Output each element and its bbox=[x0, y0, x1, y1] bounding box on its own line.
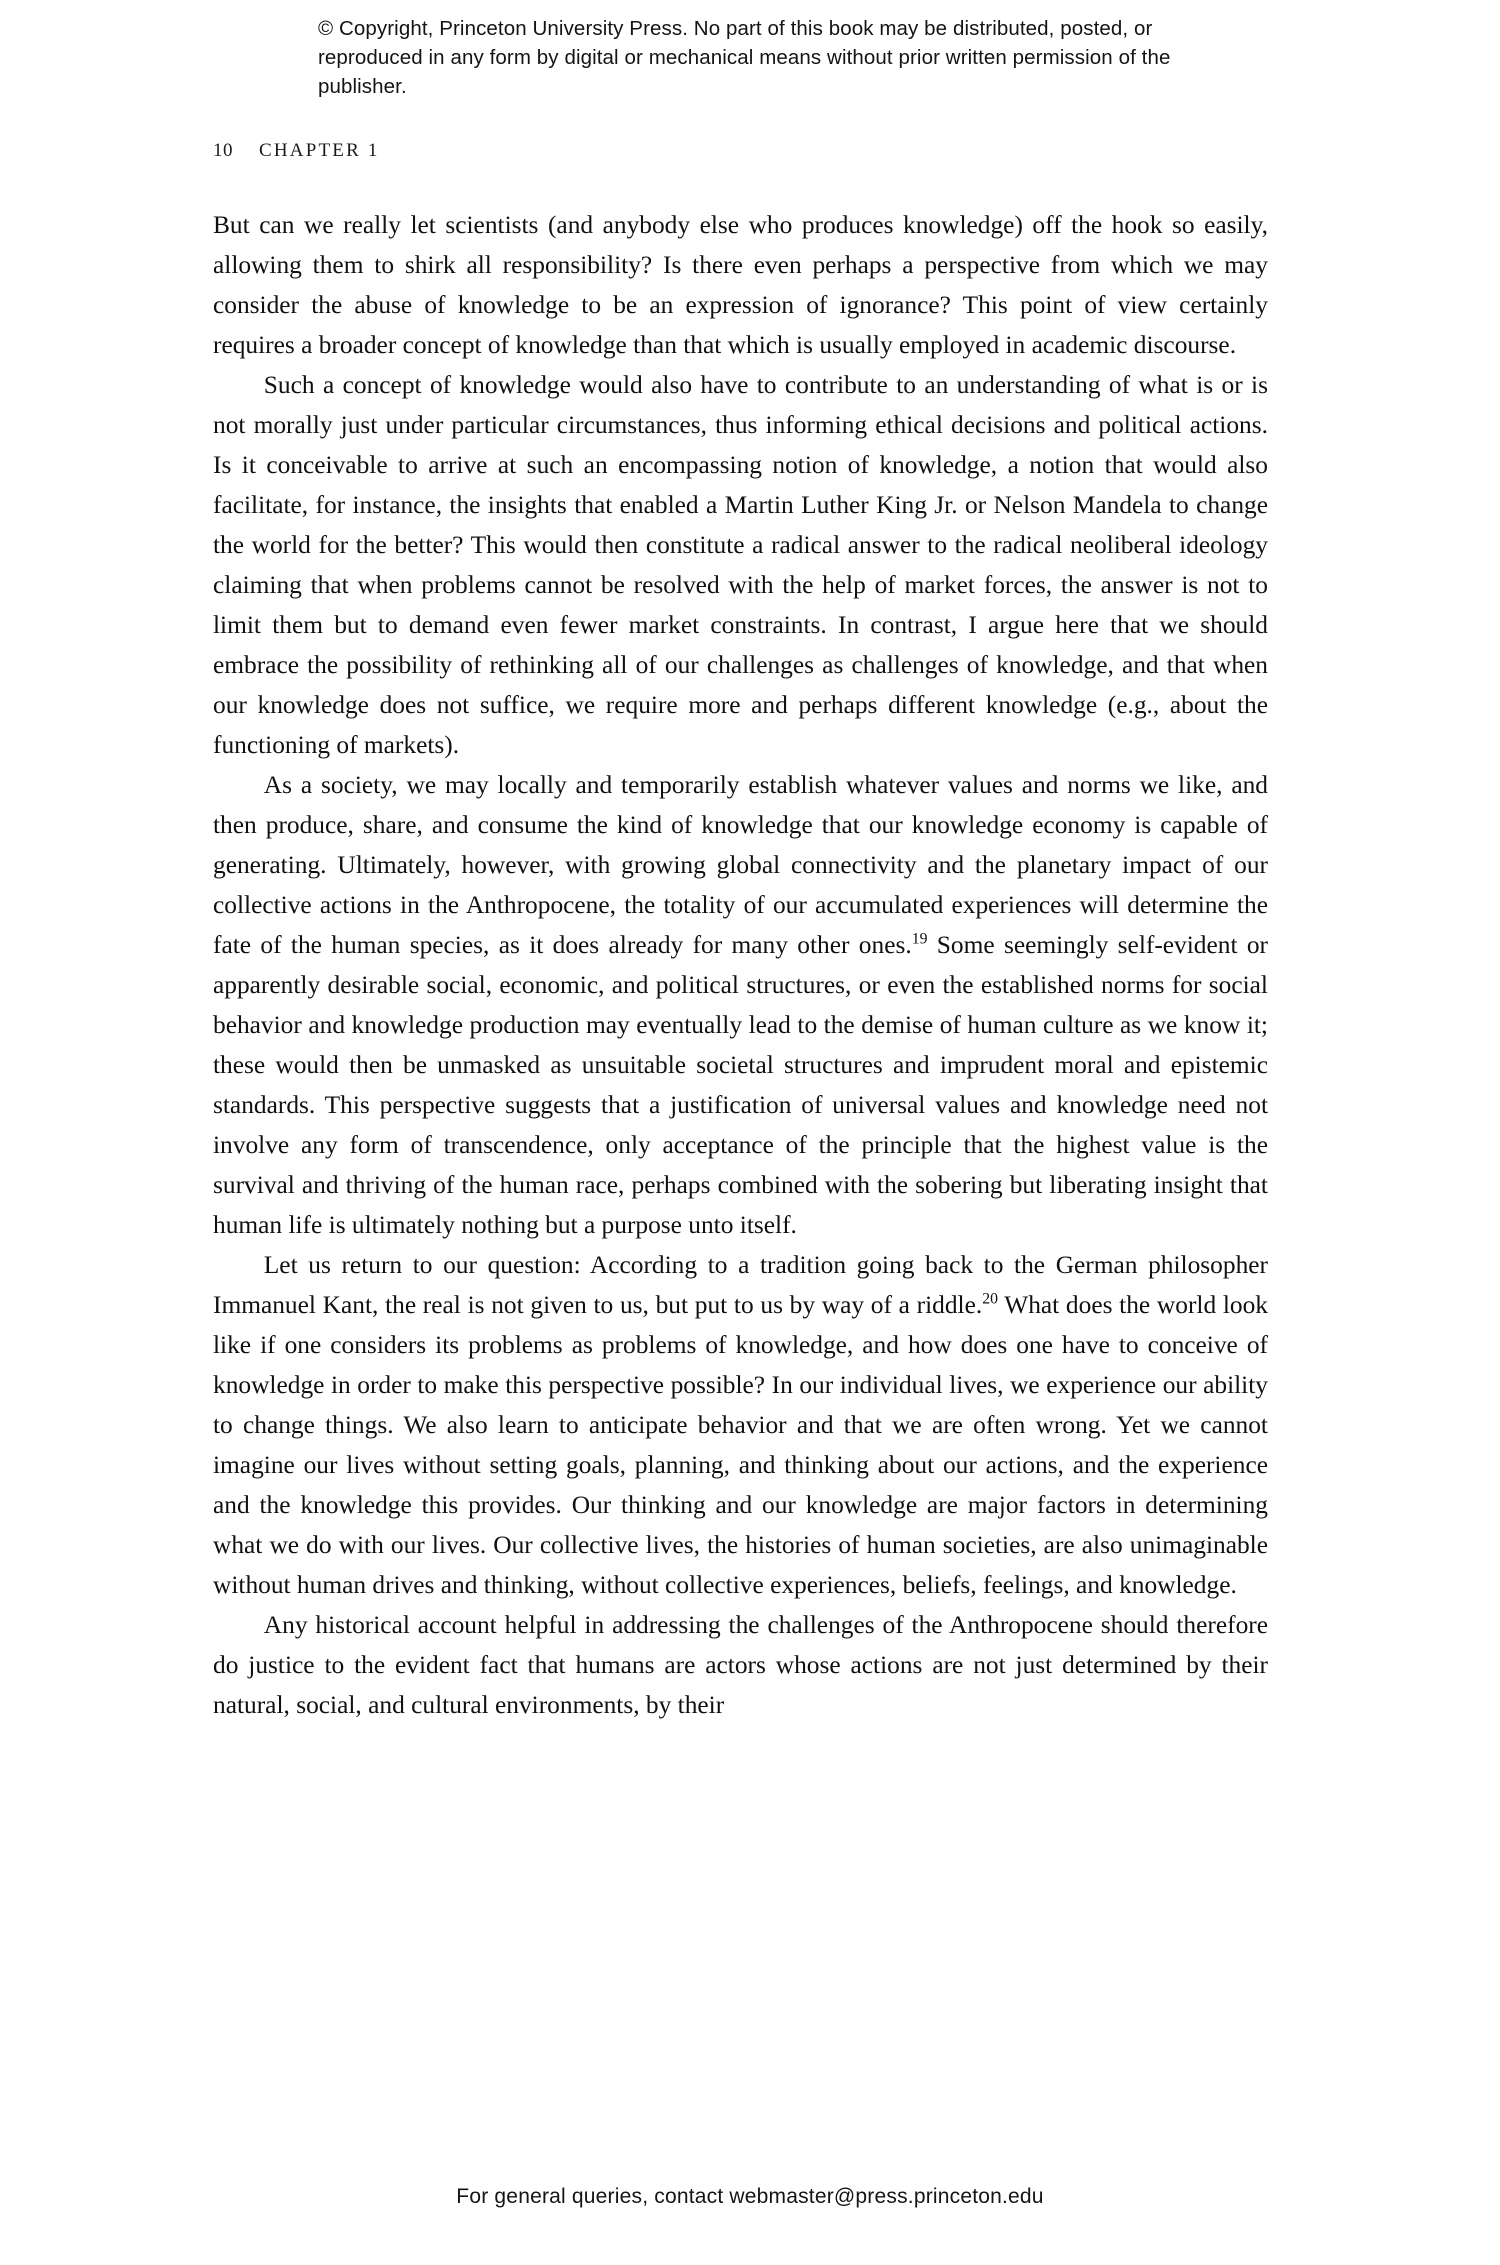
paragraph-1: But can we really let scientists (and anybody else who produces knowledge) off the hook so easily, allowing them to shirk all responsibility? Is there even perhaps a perspective from which we may consider the abuse of knowledge to be an expression of ignorance? This point of view certainly requires a broader concept of knowledge than that which is usually employed in academic discourse. bbox=[213, 211, 1268, 359]
footnote-marker-19: 19 bbox=[911, 930, 928, 948]
page-footer: For general queries, contact webmaster@press.princeton.edu bbox=[456, 2185, 1044, 2208]
copyright-notice: © Copyright, Princeton University Press. No part of this book may be distributed, posted, or reproduced in any form by digital or mechanical means without prior written permission of the publisher. bbox=[318, 17, 1171, 99]
footnote-marker-20: 20 bbox=[982, 1290, 998, 1308]
running-head bbox=[213, 140, 380, 162]
paragraph-4-part-2: What does the world look like if one considers its problems as problems of knowledge, and how does one have to conceive of knowledge in order to make this perspective possible? In our individual lives, we experience our ability to change things. We also learn to anticipate behavior and that we are often wrong. Yet we cannot imagine our lives without setting goals, planning, and thinking about our actions, and the experience and the knowledge this provides. Our thinking and our knowledge are major factors in determining what we do with our lives. Our collective lives, the histories of human societies, are also unimaginable without human drives and thinking, without collective experiences, beliefs, feelings, and knowledge. bbox=[213, 1291, 1269, 1599]
paragraph-3-part-1: As a society, we may locally and temporarily establish whatever values and norms we like, and then produce, share, and consume the kind of knowledge that our knowledge economy is capable of generating. Ultimately, however, with growing global connectivity and the planetary impact of our collective actions in the Anthropocene, the totality of our accumulated experiences will determine the fate of the human species, as it does already for many other ones. bbox=[213, 771, 1268, 959]
paragraph-2: Such a concept of knowledge would also have to contribute to an understanding of what is or is not morally just under particular circumstances, thus informing ethical decisions and political actions. Is it conceivable to arrive at such an encompassing notion of knowledge, a notion that would also facilitate, for instance, the insights that enabled a Martin Luther King Jr. or Nelson Mandela to change the world for the better? This would then constitute a radical answer to the radical neoliberal ideology claiming that when problems cannot be resolved with the help of market forces, the answer is not to limit them but to demand even fewer market constraints. In contrast, I argue here that we should embrace the possibility of rethinking all of our challenges as challenges of knowledge, and that when our knowledge does not suffice, we require more and perhaps different knowledge (e.g., about the functioning of markets). bbox=[213, 371, 1268, 759]
chapter-label: CHAPTER 1 bbox=[259, 140, 380, 161]
paragraph-3-part-2: Some seemingly self-evident or apparently desirable social, economic, and political structures, or even the established norms for social behavior and knowledge production may eventually lead to the demise of human culture as we know it; these would then be unmasked as unsuitable societal structures and imprudent moral and epistemic standards. This perspective suggests that a justification of universal values and knowledge need not involve any form of transcendence, only acceptance of the principle that the highest value is the survival and thriving of the human race, perhaps combined with the sobering but liberating insight that human life is ultimately nothing but a purpose unto itself. bbox=[213, 931, 1269, 1239]
page-body bbox=[213, 205, 1268, 1725]
paragraph-3 bbox=[213, 765, 1268, 1245]
paragraph-5: Any historical account helpful in addressing the challenges of the Anthropocene should therefore do justice to the evident fact that humans are actors whose actions are not just determined by their natural, social, and cultural environments, by their bbox=[213, 1611, 1268, 1719]
paragraph-4-part-1: Let us return to our question: According to a tradition going back to the German philosopher Immanuel Kant, the real is not given to us, but put to us by way of a riddle. bbox=[213, 1251, 1268, 1319]
paragraph-4 bbox=[213, 1245, 1268, 1605]
page-folio: 10 bbox=[213, 140, 233, 161]
